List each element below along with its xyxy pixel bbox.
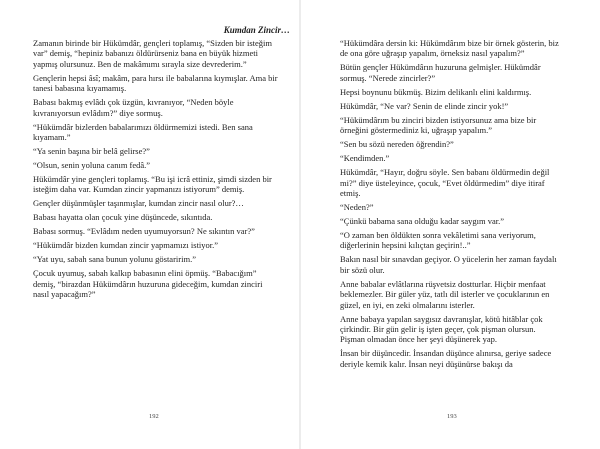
paragraph: Hükümdâr, “Hayır, doğru söyle. Sen babanı öldürmedin değil mi?” diye üsteleyince, çocuk, “Evet öldürmedim” diye itiraf etmiş. <box>340 167 550 199</box>
paragraph: “Kendimden.” <box>340 153 390 164</box>
paragraph: Bütün gençler Hükümdârın huzuruna gelmişler. Hükümdâr sormuş. “Nerede zincirler?” <box>340 62 541 83</box>
paragraph: Gençler düşünmüşler taşınmışlar, kumdan zincir nasıl olur?… <box>33 198 244 209</box>
page-number-left: 192 <box>149 413 159 420</box>
paragraph: “Ya senin başına bir belâ gelirse?” <box>33 146 150 157</box>
paragraph: Babası hayatta olan çocuk yine düşüncede, sıkıntıda. <box>33 212 213 223</box>
paragraph: Bakın nasıl bir sınavdan geçiyor. O yücelerin her zaman faydalı bir sözü olur. <box>340 254 557 275</box>
paragraph: Çocuk uyumuş, sabah kalkıp babasının elini öpmüş. “Babacığım” demiş, “birazdan Hükümdârın huzuruna gideceğim, kumdan zinciri nasıl yapacağım?” <box>33 268 263 300</box>
page-number-right: 193 <box>447 413 457 420</box>
paragraph: Babası sormuş. “Evlâdım neden uyumuyorsun? Ne sıkıntın var?” <box>33 226 255 237</box>
paragraph: “Hükümdâra dersin ki: Hükümdârım bize bir örnek gösterin, biz de ona göre uğraşıp yapalım, örneksiz nasıl yapalım?” <box>340 38 559 59</box>
paragraph: “Çünkü babama sana olduğu kadar saygım var.” <box>340 216 505 227</box>
paragraph: Anne babaya yapılan saygısız davranışlar, kötü hitâblar çok çirkindir. Bir gün gelir iş işten geçer, çok pişman olursun. Pişman olmadan önce her şeyi düşünerek yap. <box>340 313 543 345</box>
paragraph: “Hükümdâr bizden kumdan zincir yapmamızı istiyor.” <box>33 240 219 251</box>
left-text-block <box>33 38 280 303</box>
paragraph: Babası bakmış evlâdı çok üzgün, kıvranıyor, “Neden böyle kıvranıyorsun evlâdım?” diye sormuş. <box>33 97 234 118</box>
right-page <box>300 0 600 449</box>
paragraph: İnsan bir düşüncedir. İnsandan düşünce alınırsa, geriye sadece deriyle kemik kalır. İnsan neyi düşünürse bakışı da <box>340 348 552 369</box>
paragraph: “Olsun, senin yoluna canım fedâ.” <box>33 160 151 171</box>
paragraph: “O zaman ben öldükten sonra vekâletimi sana veriyorum, diğerlerinin hepsini kılıçtan geçirin!..” <box>340 230 536 251</box>
paragraph: Gençlerin hepsi âsî; makâm, para hırsı ile babalarına kıymışlar. Ama bir tanesi babasına kıyamamış. <box>33 72 278 94</box>
paragraph: “Hükümdâr bizlerden babalarımızı öldürmemizi istedi. Ben sana kıyamam.” <box>33 121 253 143</box>
paragraph: “Yat uyu, sabah sana bunun yolunu göstaririm.” <box>33 254 196 265</box>
paragraph: Zamanın birinde bir Hükümdâr, gençleri toplamış, “Sizden bir isteğim var” demiş, “hepiniz babanızı öldürürseniz bana en büyük hizmeti yapmış olursunuz. Ben de makâmımı sırayla size devrederim.” <box>33 38 273 69</box>
chapter-heading: Kumdan Zincir… <box>223 25 290 35</box>
paragraph: “Neden?” <box>340 202 374 213</box>
paragraph: “Hükümdârım bu zinciri bizden istiyorsunuz ama bize bir örneğini göstermediniz ki, uğraşıp yapalım.” <box>340 114 537 136</box>
paragraph: “Sen bu sözü nereden öğrendin?” <box>340 139 454 150</box>
paragraph: Anne babalar evlâtlarına rüşvetsiz dostturlar. Hiçbir menfaat beklemezler. Bir güler yüz, tatlı dil isterler ve çocuklarının en güzel, en iyi, en zeki olmalarını isterler. <box>340 278 550 310</box>
paragraph: Hükümdâr yine gençleri toplamış. “Bu işi icrâ ettiniz, şimdi sizden bir isteğim daha var. Kumdan zincir yapmanızı istiyorum” demiş. <box>33 174 272 195</box>
paragraph: Hükümdâr, “Ne var? Senin de elinde zincir yok!” <box>340 100 509 111</box>
paragraph: Hepsi boynunu bükmüş. Bizim delikanlı elini kaldırmış. <box>340 86 532 97</box>
